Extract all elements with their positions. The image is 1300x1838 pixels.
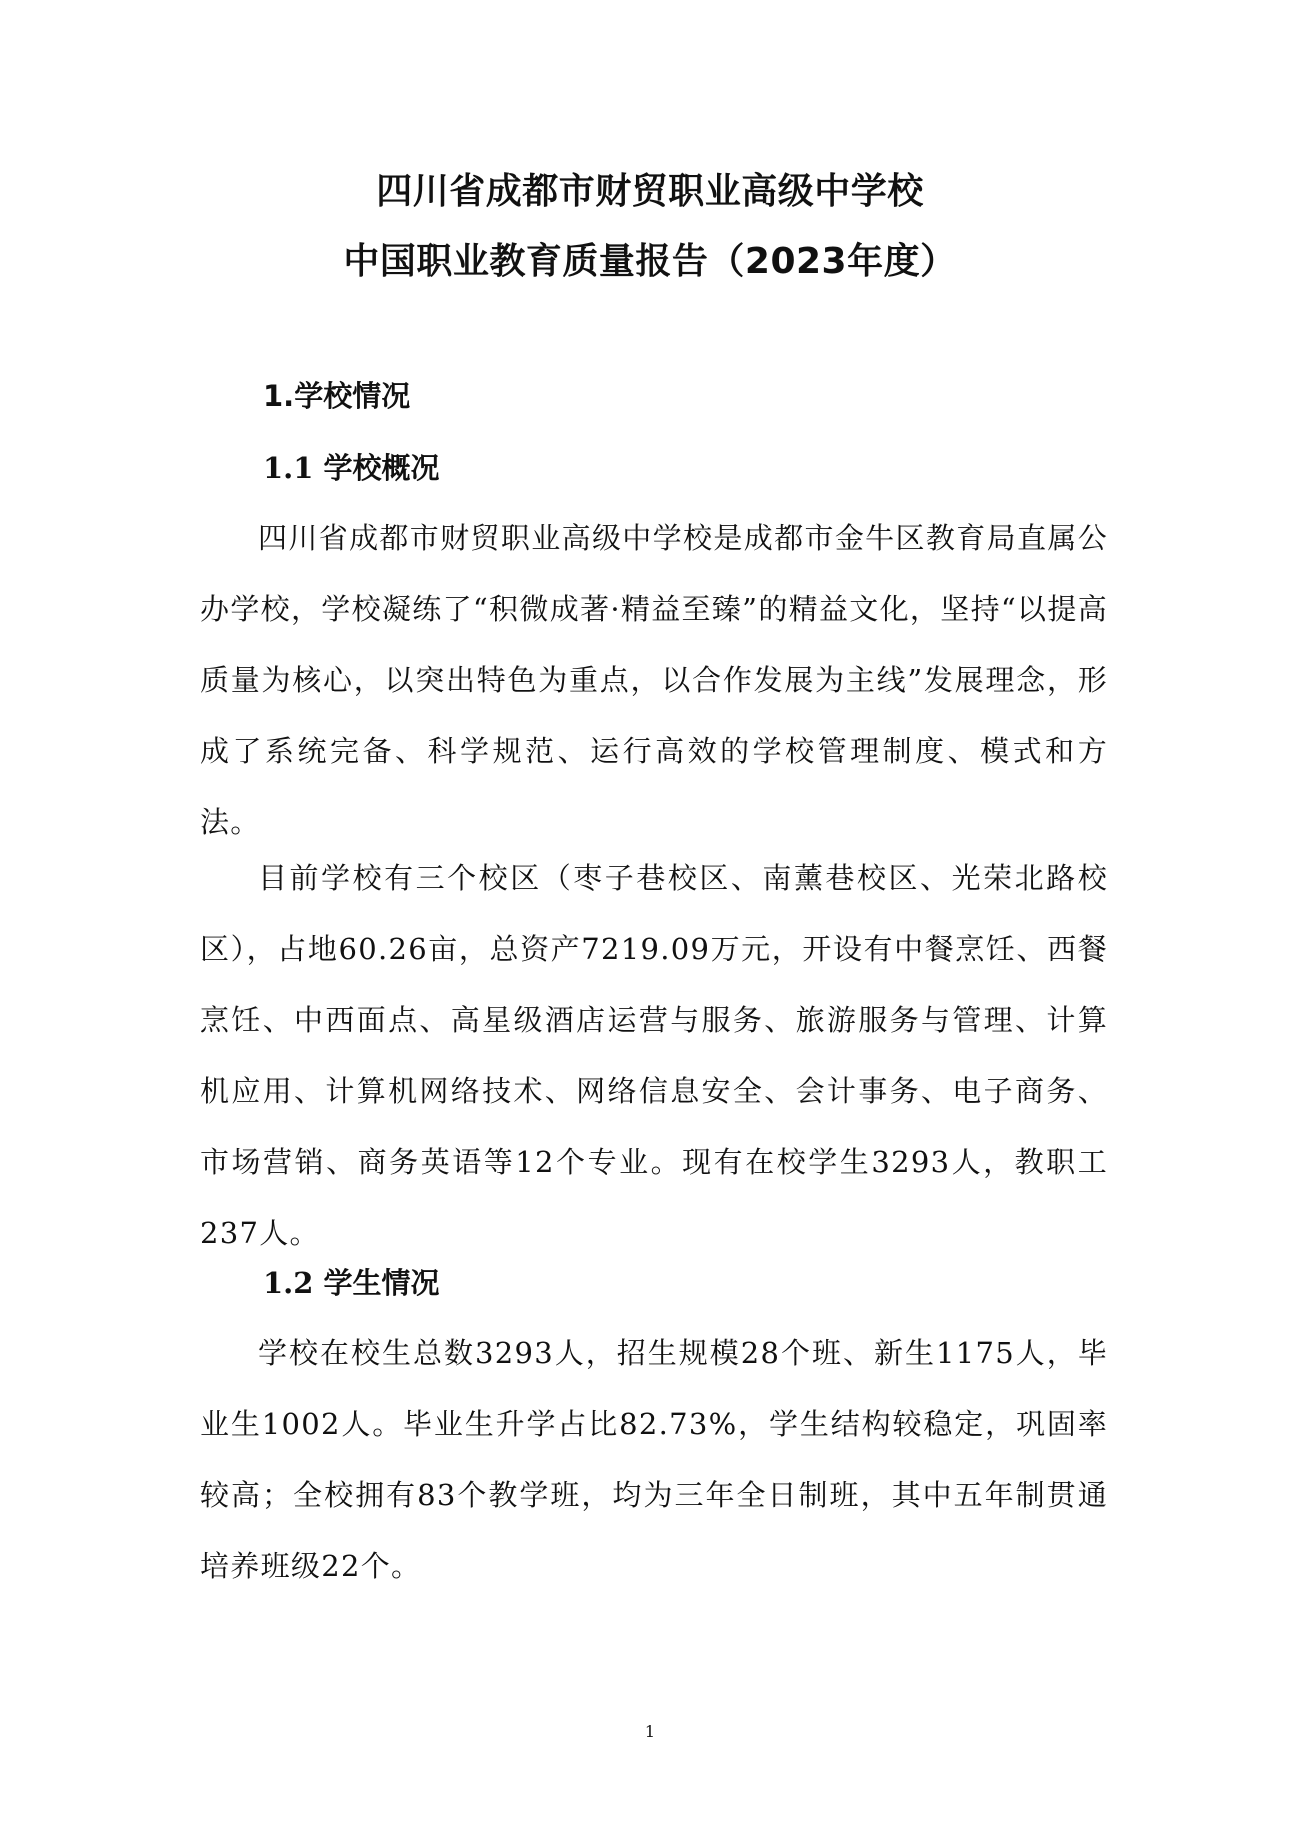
paragraph-campus-info: 目前学校有三个校区（枣子巷校区、南薰巷校区、光荣北路校区），占地60.26亩，总资产7219.09万元，开设有中餐烹饪、西餐烹饪、中西面点、高星级酒店运营与服务、旅游服务与管理、计算机应用、计算机网络技术、网络信息安全、会计事务、电子商务、市场营销、商务英语等12个专业。现有在校学生3293人，教职工237人。 <box>200 861 1108 1250</box>
paragraph-school-overview: 四川省成都市财贸职业高级中学校是成都市金牛区教育局直属公办学校，学校凝练了“积微成著·精益至臻”的精益文化，坚持“以提高质量为核心，以突出特色为重点，以合作发展为主线”发展理念，形成了系统完备、科学规范、运行高效的学校管理制度、模式和方法。 <box>200 521 1108 839</box>
document-title-line1: 四川省成都市财贸职业高级中学校 <box>376 171 924 212</box>
section-heading-1-1: 1.1 学校概况 <box>263 451 440 485</box>
paragraph-student-info: 学校在校生总数3293人，招生规模28个班、新生1175人，毕业生1002人。毕业生升学占比82.73%，学生结构较稳定，巩固率较高；全校拥有83个教学班，均为三年全日制班，其中五年制贯通培养班级22个。 <box>200 1336 1108 1583</box>
section-heading-1-2: 1.2 学生情况 <box>263 1266 440 1300</box>
page-number: 1 <box>644 1722 656 1741</box>
document-title-line2: 中国职业教育质量报告（2023年度） <box>343 241 957 282</box>
section-heading-1: 1.学校情况 <box>263 379 411 413</box>
